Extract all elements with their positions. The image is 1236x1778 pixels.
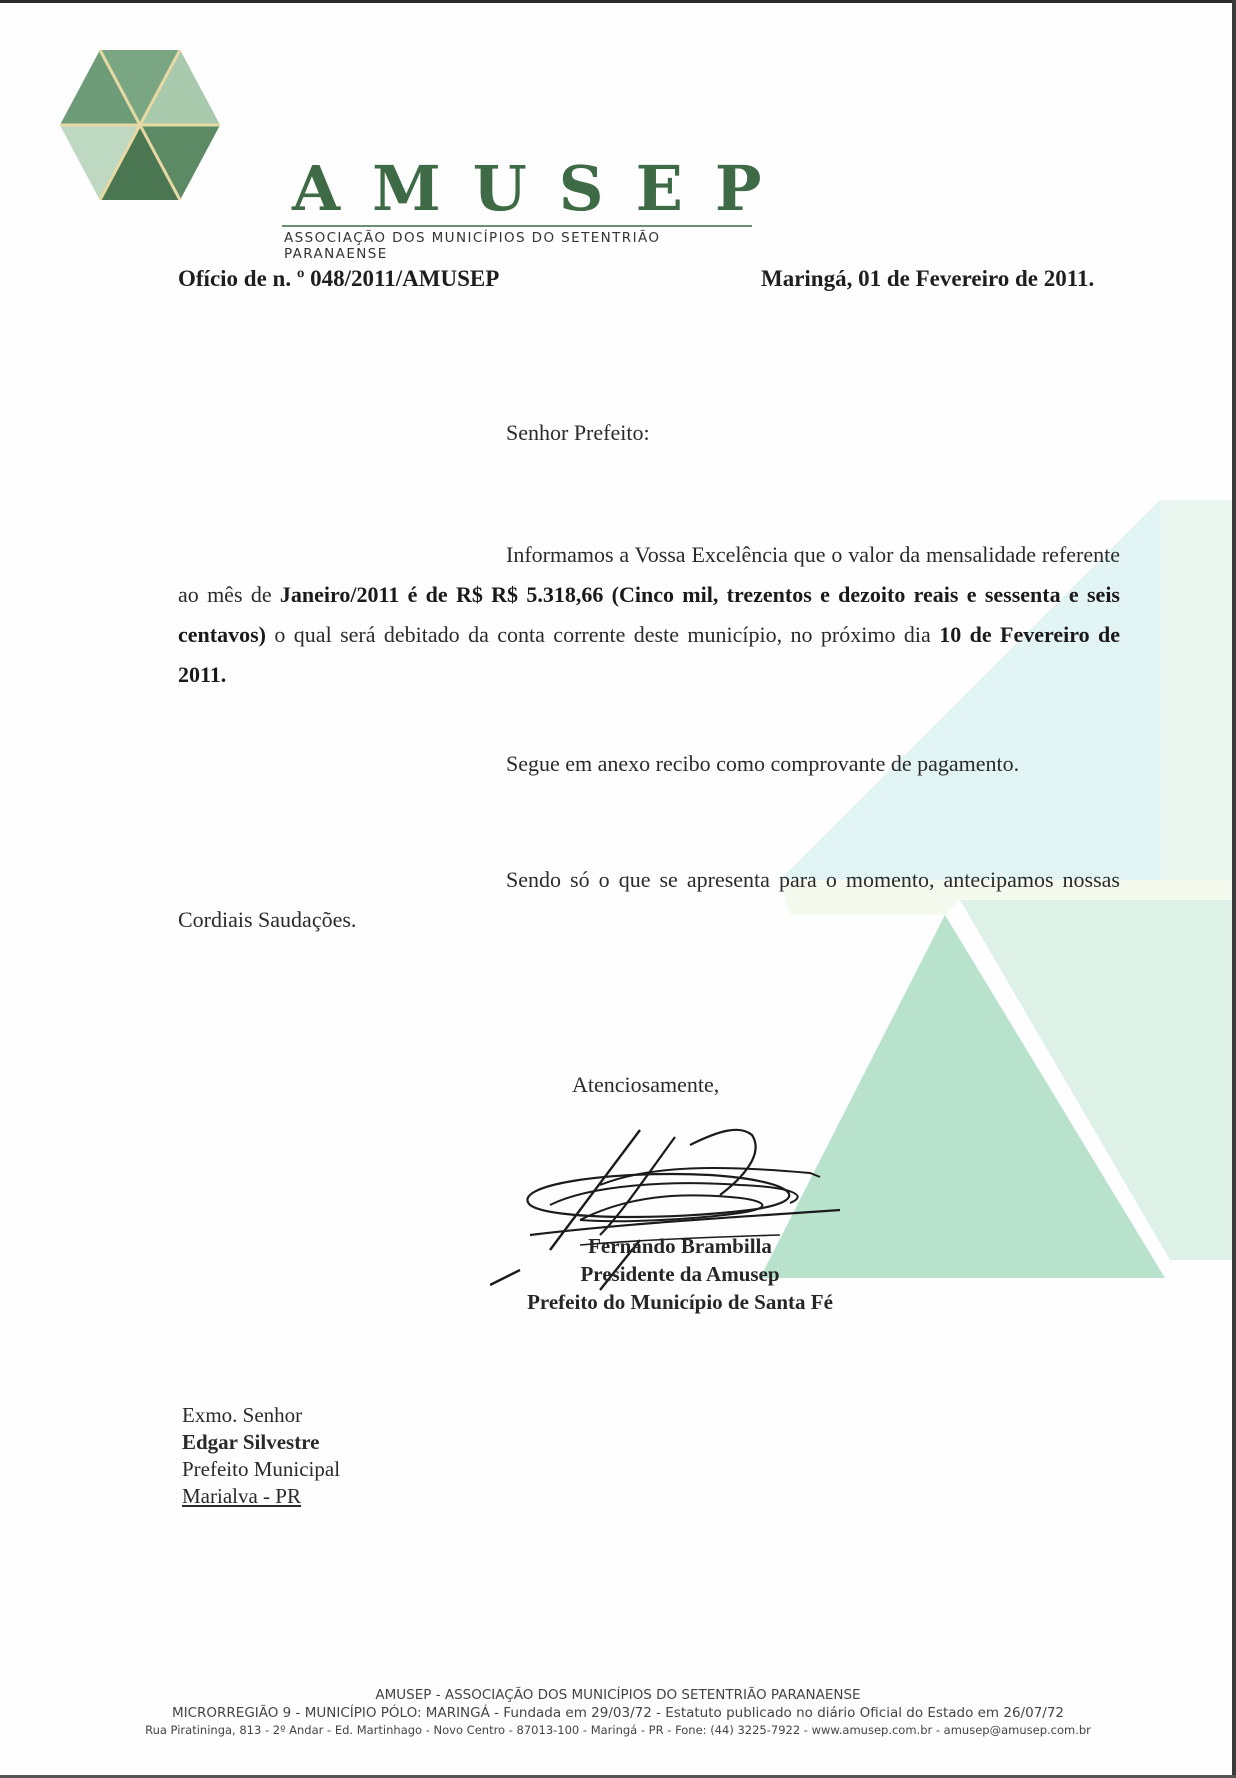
signatory-name: Fernando Brambilla xyxy=(588,1234,772,1258)
greeting: Senhor Prefeito: xyxy=(506,420,650,445)
recipient-city: Marialva - PR xyxy=(182,1484,301,1508)
place-and-date: Maringá, 01 de Fevereiro de 2011. xyxy=(761,266,1095,291)
paragraph-payment-text-c: o qual será debitado da conta corrente deste município, no próximo dia xyxy=(265,622,940,647)
scan-edge-right xyxy=(1232,0,1236,1778)
signatory-block xyxy=(480,1232,880,1316)
amusep-logo xyxy=(60,44,794,262)
closing: Atenciosamente, xyxy=(572,1072,720,1097)
document-reference: Ofício de n. º 048/2011/AMUSEP xyxy=(178,266,500,291)
footer-line-2: MICRORREGIÃO 9 - MUNICÍPIO PÓLO: MARINGÁ - Fundada em 29/03/72 - Estatuto publicado no diário Oficial do Estado em 26/07/72 xyxy=(171,1705,1065,1721)
paragraph-payment-text-a: Informamos a Vossa Excelência que o valor da mensalidade referente ao mês de xyxy=(178,542,1120,607)
recipient-block xyxy=(182,1402,340,1510)
recipient-salutation: Exmo. Senhor xyxy=(182,1403,303,1427)
reference-month: Janeiro/2011 xyxy=(279,582,400,607)
logo-rule xyxy=(282,225,752,227)
recipient-title: Prefeito Municipal xyxy=(182,1457,341,1481)
paragraph-farewell: Sendo só o que se apresenta para o momento, antecipamos nossas Cordiais Saudações. xyxy=(178,867,1120,932)
due-date: 10 de Fevereiro de 2011. xyxy=(178,622,1120,687)
paragraph-payment xyxy=(178,535,1120,695)
signatory-office: Prefeito do Município de Santa Fé xyxy=(527,1290,833,1314)
footer-line-3: Rua Piratininga, 813 - 2º Andar - Ed. Martinhago - Novo Centro - 87013-100 - Maringá - PR - Fone: (44) 3225-7922 - www.amusep.com.br - amusep@amusep.com.br xyxy=(145,1723,1091,1737)
page-footer xyxy=(0,1686,1236,1739)
watermark-triangle-upper-right xyxy=(1160,500,1236,880)
recipient-name: Edgar Silvestre xyxy=(182,1430,320,1454)
hexagon-logo-icon xyxy=(60,50,220,200)
logo-wordmark: AMUSEP xyxy=(292,152,794,225)
signatory-role: Presidente da Amusep xyxy=(580,1262,780,1286)
paragraph-attachment: Segue em anexo recibo como comprovante de pagamento. xyxy=(506,751,1020,776)
payment-amount: é de R$ R$ 5.318,66 (Cinco mil, trezentos e dezoito reais e sessenta e seis centavos) xyxy=(178,582,1120,647)
footer-line-1: AMUSEP - ASSOCIAÇÃO DOS MUNICÍPIOS DO SETENTRIÃO PARANAENSE xyxy=(375,1687,861,1703)
logo-subtitle: ASSOCIAÇÃO DOS MUNICÍPIOS DO SETENTRIÃO PARANAENSE xyxy=(284,230,661,262)
